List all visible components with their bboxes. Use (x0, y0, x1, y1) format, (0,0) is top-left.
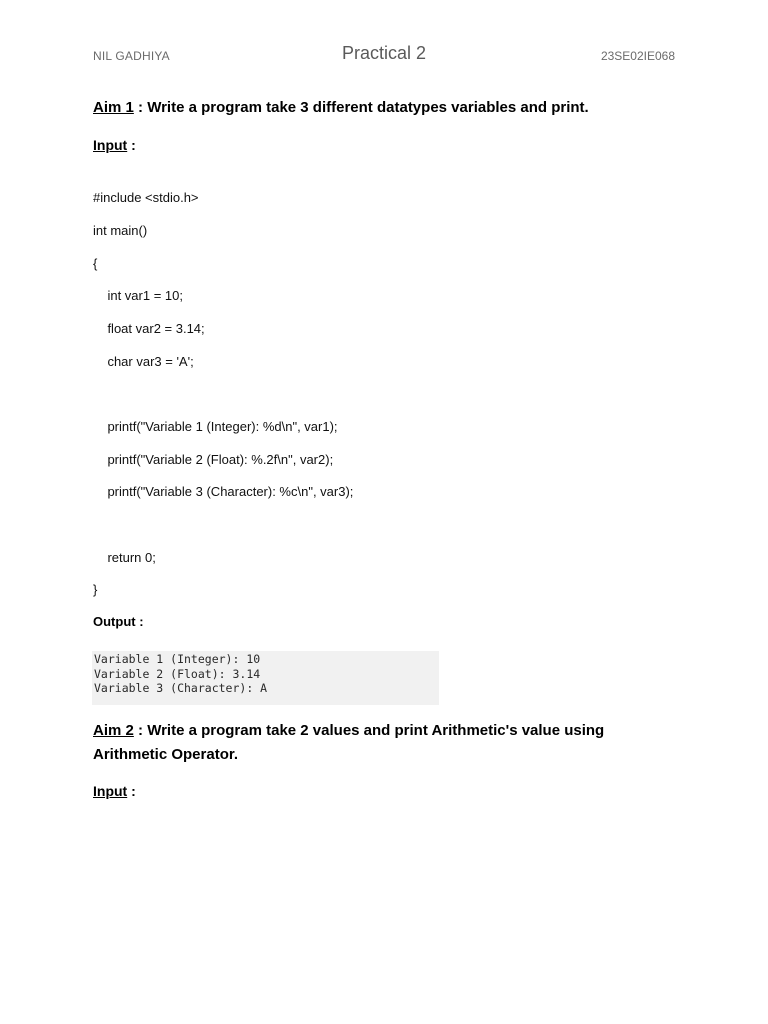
code-line: #include <stdio.h> (93, 190, 199, 205)
page-header (93, 40, 675, 70)
input-label-text: Input (93, 783, 128, 799)
output-console (92, 651, 439, 705)
aim2-text-line1: : Write a program take 2 values and print Arithmetic's value using (133, 722, 605, 739)
code-line: printf("Variable 3 (Character): %c\n", var3); (93, 484, 354, 499)
author-name: NIL GADHIYA (93, 49, 170, 63)
code-line: { (93, 256, 98, 271)
aim2-label: Aim 2 (93, 722, 134, 739)
input-label-colon: : (127, 783, 136, 799)
input-label-text: Input (93, 137, 128, 153)
output-line: Variable 3 (Character): A (94, 681, 268, 695)
input-label-colon: : (127, 137, 136, 153)
code-line: int var1 = 10; (93, 288, 183, 303)
code-line: return 0; (93, 550, 156, 565)
aim1-output-label (93, 614, 653, 629)
code-line: float var2 = 3.14; (93, 321, 205, 336)
output-label-colon: : (135, 614, 144, 629)
aim2-text-line2: Arithmetic Operator. (93, 746, 239, 763)
code-line: printf("Variable 2 (Float): %.2f\n", var2); (93, 452, 334, 467)
aim1-label: Aim 1 (93, 99, 134, 116)
student-id: 23SE02IE068 (600, 49, 675, 63)
output-line: Variable 2 (Float): 3.14 (94, 667, 261, 681)
output-label-text: Output (93, 614, 136, 629)
aim1-heading (93, 96, 653, 120)
code-line: int main() (93, 223, 148, 238)
output-line: Variable 1 (Integer): 10 (94, 652, 261, 666)
aim1-text: : Write a program take 3 different datatypes variables and print. (133, 99, 589, 116)
code-line: printf("Variable 1 (Integer): %d\n", var1); (93, 419, 338, 434)
aim2-heading (93, 719, 673, 767)
code-line: char var3 = 'A'; (93, 354, 194, 369)
code-line: } (93, 582, 98, 597)
aim1-input-label (93, 137, 653, 153)
document-title: Practical 2 (341, 43, 427, 63)
aim2-input-label (93, 783, 653, 799)
